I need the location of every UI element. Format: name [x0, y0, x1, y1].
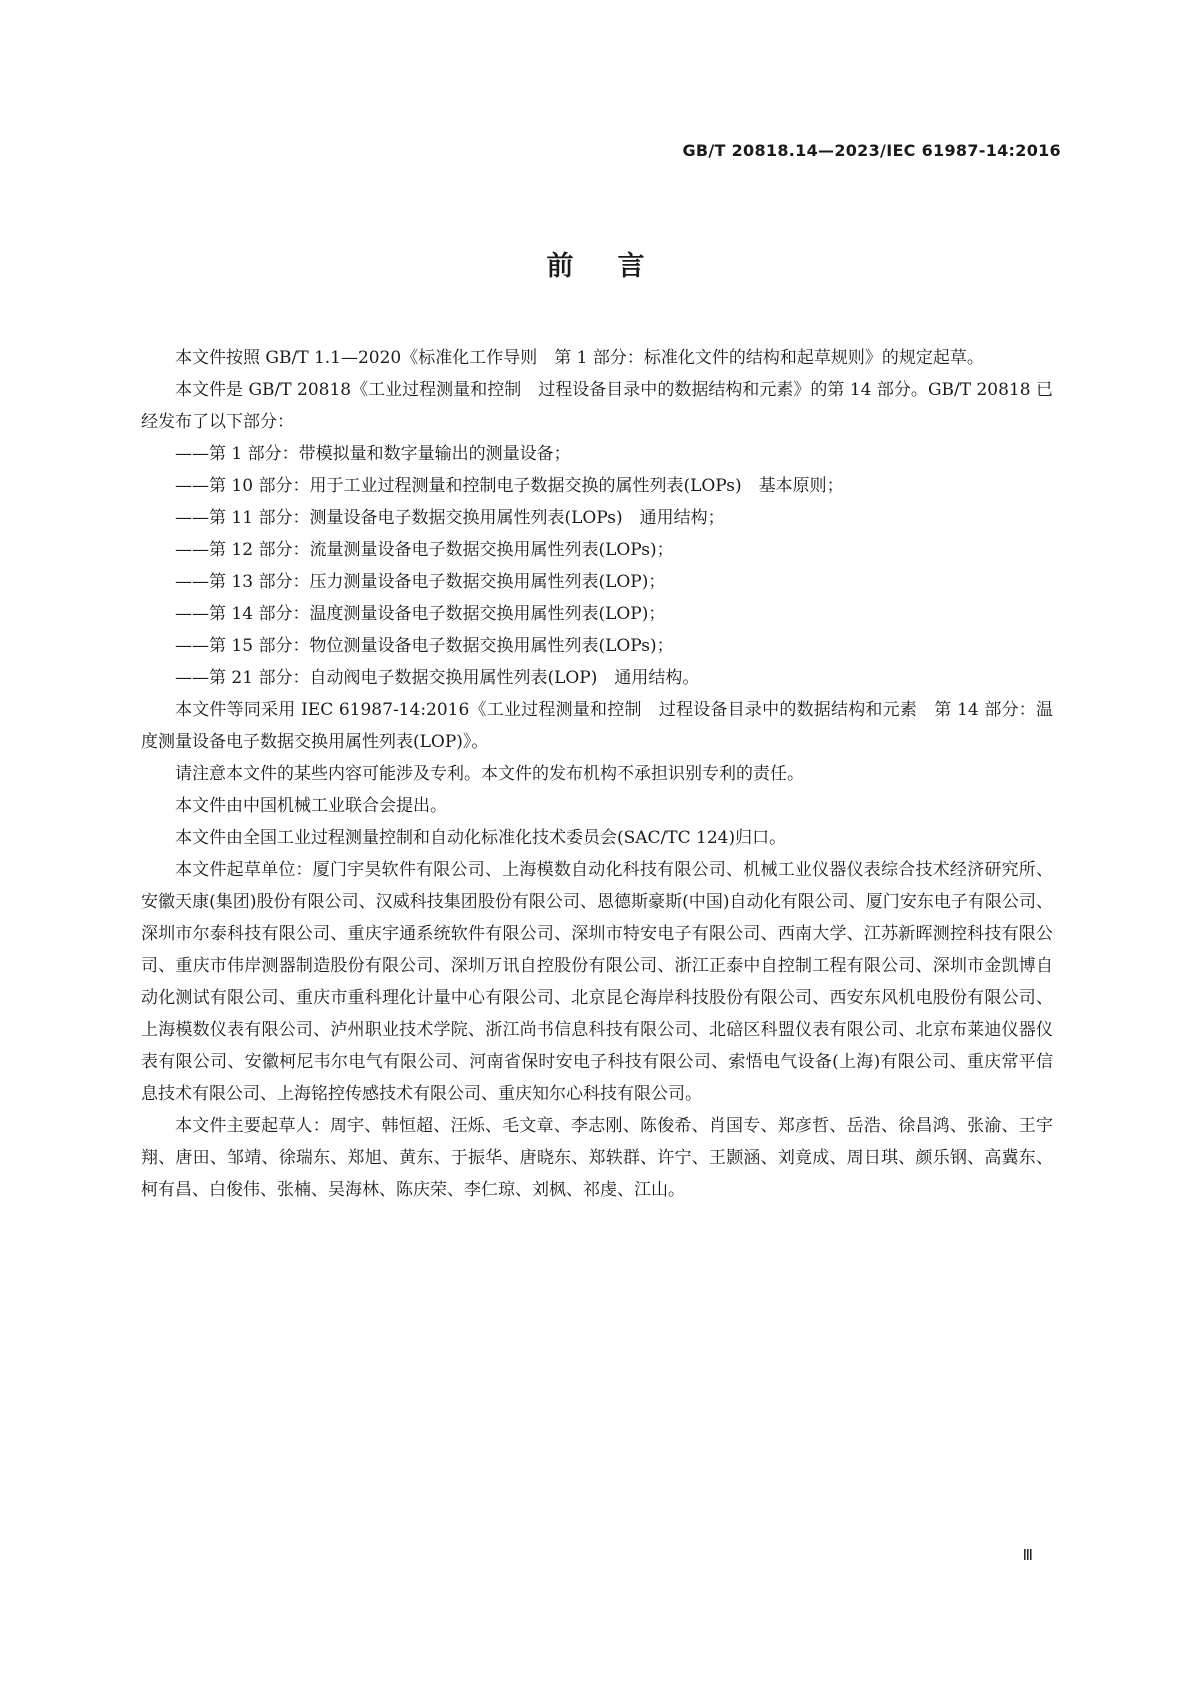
- foreword-body: [141, 342, 1053, 1206]
- paragraph-drafters: 本文件主要起草人：周宇、韩恒超、汪烁、毛文章、李志刚、陈俊希、肖国专、郑彦哲、岳浩、徐昌鸿、张渝、王宇翔、唐田、邹靖、徐瑞东、郑旭、黄东、于振华、唐晓东、郑轶群、许宁、王颢涵、刘竟成、周日琪、颜乐钢、高冀东、柯有昌、白俊伟、张楠、吴海林、陈庆荣、李仁琼、刘枫、祁虔、江山。: [141, 1116, 1053, 1200]
- standard-number-header: GB/T 20818.14—2023/IEC 61987-14:2016: [682, 141, 1061, 160]
- paragraph-committee: 本文件由全国工业过程测量控制和自动化标准化技术委员会(SAC/TC 124)归口。: [175, 828, 787, 848]
- list-item: ——第 11 部分：测量设备电子数据交换用属性列表(LOPs) 通用结构；: [175, 508, 725, 528]
- page-title: 前言: [546, 251, 689, 282]
- list-item: ——第 13 部分：压力测量设备电子数据交换用属性列表(LOP)；: [175, 572, 666, 592]
- list-item: ——第 15 部分：物位测量设备电子数据交换用属性列表(LOPs)；: [175, 636, 674, 656]
- paragraph-equivalence: 本文件等同采用 IEC 61987-14:2016《工业过程测量和控制 过程设备目录中的数据结构和元素 第 14 部分：温度测量设备电子数据交换用属性列表(LOP)》。: [141, 700, 1053, 752]
- list-item: ——第 21 部分：自动阀电子数据交换用属性列表(LOP) 通用结构。: [175, 668, 700, 688]
- paragraph-drafting-units: 本文件起草单位：厦门宇昊软件有限公司、上海模数自动化科技有限公司、机械工业仪器仪表综合技术经济研究所、安徽天康(集团)股份有限公司、汉威科技集团股份有限公司、恩德斯豪斯(中国)自动化有限公司、厦门安东电子有限公司、深圳市尔泰科技有限公司、重庆宇通系统软件有限公司、深圳市特安电子有限公司、西南大学、江苏新晖测控科技有限公司、重庆市伟岸测器制造股份有限公司、深圳万讯自控股份有限公司、浙江正泰中自控制工程有限公司、深圳市金凯博自动化测试有限公司、重庆市重科理化计量中心有限公司、北京昆仑海岸科技股份有限公司、西安东风机电股份有限公司、上海模数仪表有限公司、泸州职业技术学院、浙江尚书信息科技有限公司、北碚区科盟仪表有限公司、北京布莱迪仪器仪表有限公司、安徽柯尼韦尔电气有限公司、河南省保时安电子科技有限公司、索悟电气设备(上海)有限公司、重庆常平信息技术有限公司、上海铭控传感技术有限公司、重庆知尔心科技有限公司。: [141, 860, 1053, 1104]
- paragraph-series-intro: 本文件是 GB/T 20818《工业过程测量和控制 过程设备目录中的数据结构和元素》的第 14 部分。GB/T 20818 已经发布了以下部分：: [141, 380, 1053, 432]
- list-item: ——第 14 部分：温度测量设备电子数据交换用属性列表(LOP)；: [175, 604, 666, 624]
- paragraph-drafting-rules: 本文件按照 GB/T 1.1—2020《标准化工作导则 第 1 部分：标准化文件的结构和起草规则》的规定起草。: [175, 348, 984, 368]
- list-item: ——第 10 部分：用于工业过程测量和控制电子数据交换的属性列表(LOPs) 基本原则；: [175, 476, 844, 496]
- page-number: Ⅲ: [1022, 1546, 1033, 1564]
- list-item: ——第 1 部分：带模拟量和数字量输出的测量设备；: [175, 444, 571, 464]
- list-item: ——第 12 部分：流量测量设备电子数据交换用属性列表(LOPs)；: [175, 540, 674, 560]
- paragraph-patent-notice: 请注意本文件的某些内容可能涉及专利。本文件的发布机构不承担识别专利的责任。: [175, 764, 804, 784]
- paragraph-proposer: 本文件由中国机械工业联合会提出。: [175, 796, 447, 816]
